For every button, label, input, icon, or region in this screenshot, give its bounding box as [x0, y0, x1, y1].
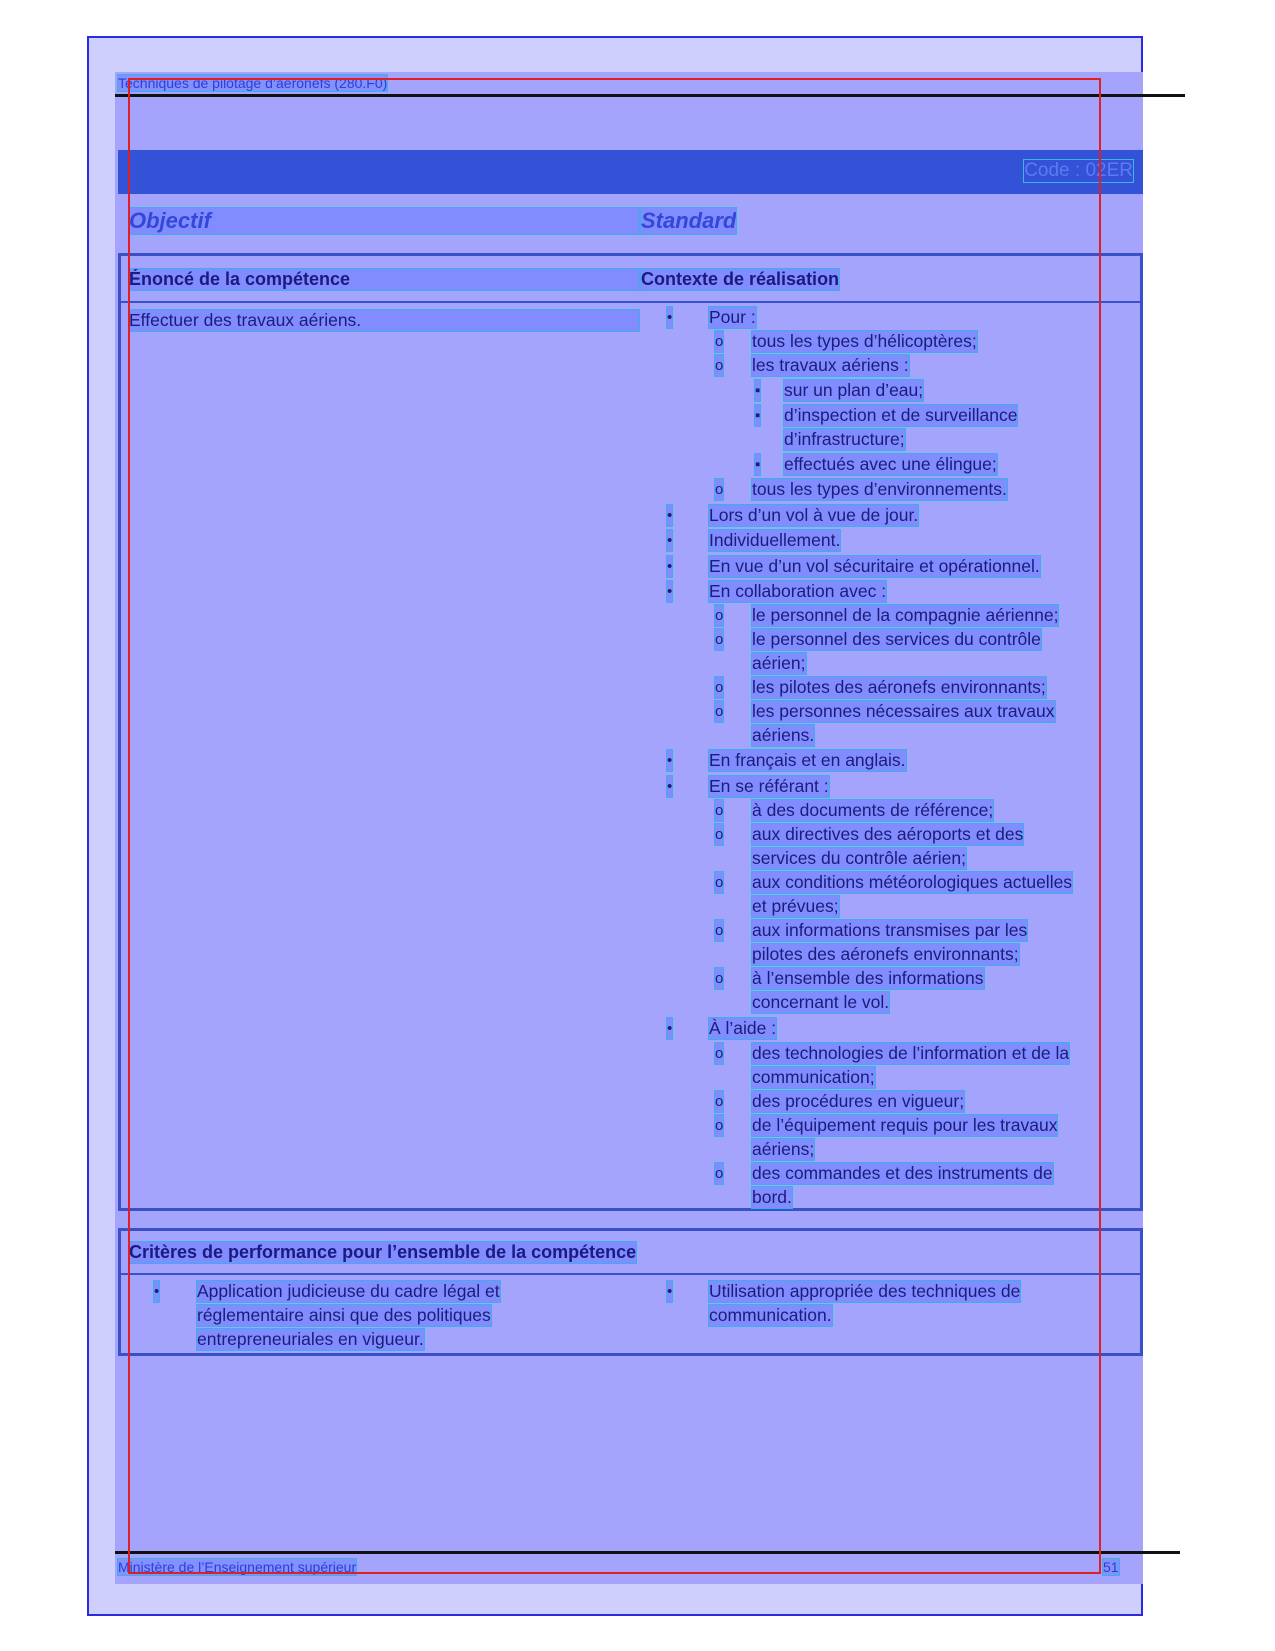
sub-marker: o	[715, 703, 724, 720]
bullet-marker: •	[667, 752, 673, 769]
subsub-marker: ▪	[755, 382, 761, 399]
header-rule	[115, 94, 1185, 97]
list-item-continued: services du contrôle aérien;	[752, 848, 966, 868]
list-item-continued: et prévues;	[752, 896, 839, 916]
competence-table	[118, 253, 1143, 1211]
list-item: Lors d’un vol à vue de jour.	[709, 505, 919, 525]
sub-marker: o	[715, 333, 724, 350]
list-item: des technologies de l’information et de la	[752, 1043, 1070, 1063]
list-item: le personnel des services du contrôle	[752, 629, 1041, 649]
criteria-left-line: réglementaire ainsi que des politiques	[197, 1305, 491, 1325]
sub-marker: o	[715, 481, 724, 498]
bullet-marker: •	[154, 1283, 160, 1300]
sub-marker: o	[715, 922, 724, 939]
list-item: tous les types d’hélicoptères;	[752, 331, 977, 351]
running-title: Techniques de pilotage d’aéronefs (280.F0)	[118, 75, 388, 91]
list-item: Individuellement.	[709, 530, 841, 550]
list-item: aux directives des aéroports et des	[752, 824, 1024, 844]
sub-marker: o	[715, 874, 724, 891]
list-item: Pour :	[709, 307, 756, 327]
sub-marker: o	[715, 357, 724, 374]
list-item: les personnes nécessaires aux travaux	[752, 701, 1055, 721]
standard-title: Standard	[641, 208, 737, 233]
sub-marker: o	[715, 1165, 724, 1182]
list-item: des procédures en vigueur;	[752, 1091, 965, 1111]
list-item: les pilotes des aéronefs environnants;	[752, 677, 1046, 697]
sub-marker: o	[715, 826, 724, 843]
sub-marker: o	[715, 679, 724, 696]
list-item: tous les types d’environnements.	[752, 479, 1007, 499]
list-item: le personnel de la compagnie aérienne;	[752, 605, 1059, 625]
sub-marker: o	[715, 607, 724, 624]
list-item: À l’aide :	[709, 1018, 777, 1038]
list-item-continued: aérien;	[752, 653, 806, 673]
list-item-continued: aériens;	[752, 1139, 815, 1159]
competence-statement: Effectuer des travaux aériens.	[129, 310, 639, 331]
list-item: En se référant :	[709, 776, 829, 796]
sub-marker: o	[715, 1117, 724, 1134]
list-item-continued: bord.	[752, 1187, 792, 1207]
list-item: En français et en anglais.	[709, 750, 906, 770]
list-item: aux conditions météorologiques actuelles	[752, 872, 1073, 892]
bullet-marker: •	[667, 1020, 673, 1037]
list-item: En collaboration avec :	[709, 581, 887, 601]
subsub-marker: ▪	[755, 456, 761, 473]
criteria-right-line: Utilisation appropriée des techniques de	[709, 1281, 1021, 1301]
sub-marker: o	[715, 631, 724, 648]
footer-rule	[115, 1551, 1180, 1554]
subsub-marker: ▪	[755, 407, 761, 424]
list-item: d’inspection et de surveillance	[784, 405, 1018, 425]
list-item-continued: aériens.	[752, 725, 815, 745]
list-item: sur un plan d’eau;	[784, 380, 924, 400]
list-item: de l’équipement requis pour les travaux	[752, 1115, 1058, 1135]
sub-marker: o	[715, 1093, 724, 1110]
sub-marker: o	[715, 970, 724, 987]
list-item: effectués avec une élingue;	[784, 454, 997, 474]
list-item: En vue d’un vol sécuritaire et opérationnel.	[709, 556, 1040, 576]
bullet-marker: •	[667, 778, 673, 795]
list-item-continued: d’infrastructure;	[784, 429, 905, 449]
sub-marker: o	[715, 1045, 724, 1062]
col-header-enonce: Énoncé de la compétence	[129, 269, 639, 290]
list-item: les travaux aériens :	[752, 355, 909, 375]
list-item: à l’ensemble des informations	[752, 968, 984, 988]
table-header-separator	[121, 301, 1140, 303]
col-header-contexte: Contexte de réalisation	[641, 269, 840, 289]
list-item-continued: pilotes des aéronefs environnants;	[752, 944, 1019, 964]
list-item-continued: concernant le vol.	[752, 992, 890, 1012]
bullet-marker: •	[667, 1283, 673, 1300]
list-item: aux informations transmises par les	[752, 920, 1028, 940]
sub-marker: o	[715, 802, 724, 819]
bullet-marker: •	[667, 532, 673, 549]
page-number: 51	[1103, 1559, 1119, 1575]
criteria-right-line: communication.	[709, 1305, 832, 1325]
competence-banner	[118, 150, 1143, 194]
bullet-marker: •	[667, 558, 673, 575]
footer-ministry: Ministère de l’Enseignement supérieur	[118, 1559, 357, 1575]
criteria-left-line: Application judicieuse du cadre légal et	[197, 1281, 500, 1301]
bullet-marker: •	[667, 583, 673, 600]
criteres-header-separator	[121, 1273, 1140, 1275]
list-item: à des documents de référence;	[752, 800, 994, 820]
criteria-left-line: entrepreneuriales en vigueur.	[197, 1329, 424, 1349]
bullet-marker: •	[667, 507, 673, 524]
objectif-title: Objectif	[129, 208, 639, 234]
list-item: des commandes et des instruments de	[752, 1163, 1053, 1183]
competence-code: Code : 02ER	[1024, 160, 1133, 181]
list-item-continued: communication;	[752, 1067, 875, 1087]
criteres-header: Critères de performance pour l’ensemble de la compétence	[129, 1242, 637, 1262]
bullet-marker: •	[667, 309, 673, 326]
